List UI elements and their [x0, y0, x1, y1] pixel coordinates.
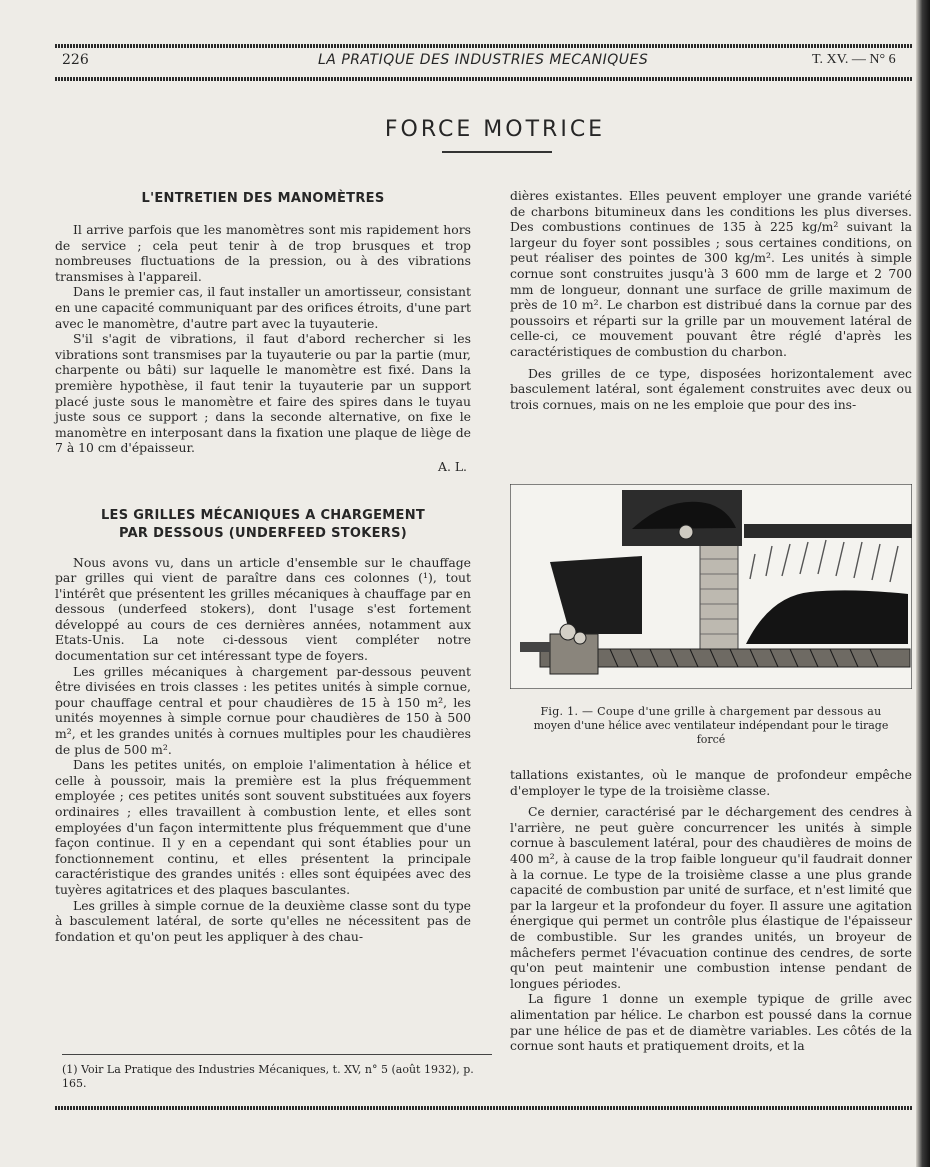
- journal-title: LA PRATIQUE DES INDUSTRIES MECANIQUES: [318, 52, 649, 68]
- book-spine-shadow: [916, 0, 930, 1167]
- article-title-grilles-line1: LES GRILLES MÉCANIQUES A CHARGEMENT: [100, 507, 426, 523]
- paragraph: Il arrive parfois que les manomètres sont mis rapidement hors de service ; cela peut tenir à de trop brusques et trop nombreuses fluctuations de la pression, ou à des vibrations transmises à l'appareil.: [55, 222, 471, 284]
- paragraph: Dans le premier cas, il faut installer un amortisseur, consistant en une capacité communiquant par des orifices étroits, d'une part avec le manomètre, d'autre part avec la tuyauterie.: [55, 284, 471, 331]
- article-title-grilles-line2: PAR DESSOUS (UNDERFEED STOKERS): [118, 525, 408, 541]
- article-title-manometres: L'ENTRETIEN DES MANOMÈTRES: [141, 191, 385, 206]
- header-bottom-rule: [55, 77, 913, 81]
- left-column: [55, 190, 471, 944]
- paragraph: Nous avons vu, dans un article d'ensemble sur le chauffage par grilles qui vient de paraître dans ces colonnes (¹), tout l'intérêt que présentent les grilles mécaniques à chauffage par en dessous (underfeed stokers), dont l'usage s'est fortement développé au cours de ces dernières années, notamment aux Etats-Unis. La note ci-dessous vient compléter notre documentation sur cet intéressant type de foyers.: [55, 554, 471, 664]
- paragraph: S'il s'agit de vibrations, il faut d'abord rechercher si les vibrations sont transmises par la tuyauterie ou par la partie (mur, charpente ou bâti) sur laquelle le manomètre est fixé. Dans la première hypothèse, il faut tenir la tuyauterie par un support placé juste sous le manomètre et faire des spires dans le tuyau juste sous ce support ; dans la seconde alternative, on fixe le manomètre en interposant dans la fixation une plaque de liège de 7 à 10 cm d'épaisseur.: [55, 331, 471, 456]
- footnote: (1) Voir La Pratique des Industries Mécaniques, t. XV, n° 5 (août 1932), p. 165.: [62, 1063, 474, 1090]
- paragraph: Les grilles à simple cornue de la deuxième classe sont du type à basculement latéral, de sorte qu'elles ne nécessitent pas de fondation et qu'on peut les appliquer à des chau-: [55, 897, 471, 944]
- paragraph: La figure 1 donne un exemple typique de grille avec alimentation par hélice. Le charbon est poussé dans la cornue par une hélice de pas et de diamètre variables. Les côtés de la cornue sont hauts et pratiquement droits, et la: [510, 991, 912, 1054]
- section-title: FORCE MOTRICE: [384, 117, 606, 142]
- paragraph: Dans les petites unités, on emploie l'alimentation à hélice et celle à poussoir, mais la première est la plus fréquemment employée ; ces petites unités sont souvent substituées aux foyers ordinaires ; elles travaillent à combustion lente, et elles sont employées d'un façon intermittente plus fréquemment que d'une façon continue. Il y en a cependant qui sont établies pour un fonctionnement continu, et elles présentent la principale caractéristique des grandes unités : elles sont équipées avec des tuyères agitatrices et des plaques basculantes.: [55, 757, 471, 897]
- header-top-rule: [55, 44, 913, 48]
- paragraph: dières existantes. Elles peuvent employer une grande variété de charbons bitumineux dans les conditions les plus diverses. Des combustions continues de 135 à 225 kg/m² suivant la largeur du foyer sont possibles ; sous certaines conditions, on peut réaliser des pointes de 300 kg/m². Les unités à simple cornue sont construites jusqu'à 3 600 mm de large et 2 700 mm de longueur, donnant une surface de grille maximum de près de 10 m². Le charbon est distribué dans la cornue par des poussoirs et réparti sur la grille par un mouvement latéral de celle-ci, ce mouvement pouvant être réglé d'après les caractéristiques de combustion du charbon.: [510, 188, 912, 359]
- paragraph: Les grilles mécaniques à chargement par-dessous peuvent être divisées en trois classes : les petites unités à simple cornue, pour chauffage central et pour chaudières de 15 à 150 m², les unités moyennes à simple cornue pour chaudières de 150 à 500 m², et les grandes unités à cornues multiples pour les chaudières de plus de 500 m².: [55, 663, 471, 757]
- figure-caption-line: Fig. 1. — Coupe d'une grille à chargement par dessous au: [540, 705, 882, 718]
- footnote-rule: [62, 1054, 492, 1055]
- footer-rule: [55, 1106, 913, 1110]
- page-number: 226: [62, 52, 89, 68]
- figure-caption-line: moyen d'une hélice avec ventilateur indépendant pour le tirage: [533, 719, 889, 732]
- paragraph: Des grilles de ce type, disposées horizontalement avec basculement latéral, sont également construites avec deux ou trois cornues, mais on ne les emploie que pour des ins-: [510, 365, 912, 412]
- stoker-cross-section-figure: [510, 484, 912, 689]
- right-column-bottom: [510, 767, 912, 1054]
- section-title-underline: [442, 151, 552, 153]
- article-signature: A. L.: [438, 458, 467, 474]
- volume-number: T. XV. — N° 6: [812, 52, 896, 67]
- figure-caption: [510, 705, 912, 747]
- paragraph: Ce dernier, caractérisé par le déchargement des cendres à l'arrière, ne peut guère concurrencer les unités à simple cornue à basculement latéral, pour des chaudières de moins de 400 m², à cause de la trop faible longueur qu'il faudrait donner à la cornue. Le type de la troisième classe a une plus grande capacité de combustion par unité de surface, et n'est limité que par la largeur et la profondeur du foyer. Il assure une agitation énergique qui permet un contrôle plus élastique de l'épaisseur de combustible. Sur les grandes unités, un broyeur de mâchefers permet l'évacuation continue des cendres, de sorte qu'on peut maintenir une combustion intense pendant de longues périodes.: [510, 804, 912, 991]
- right-column-top: [510, 188, 912, 412]
- figure-caption-line: forcé: [696, 733, 726, 746]
- paragraph: tallations existantes, où le manque de profondeur empêche d'employer le type de la troisième classe.: [510, 767, 912, 798]
